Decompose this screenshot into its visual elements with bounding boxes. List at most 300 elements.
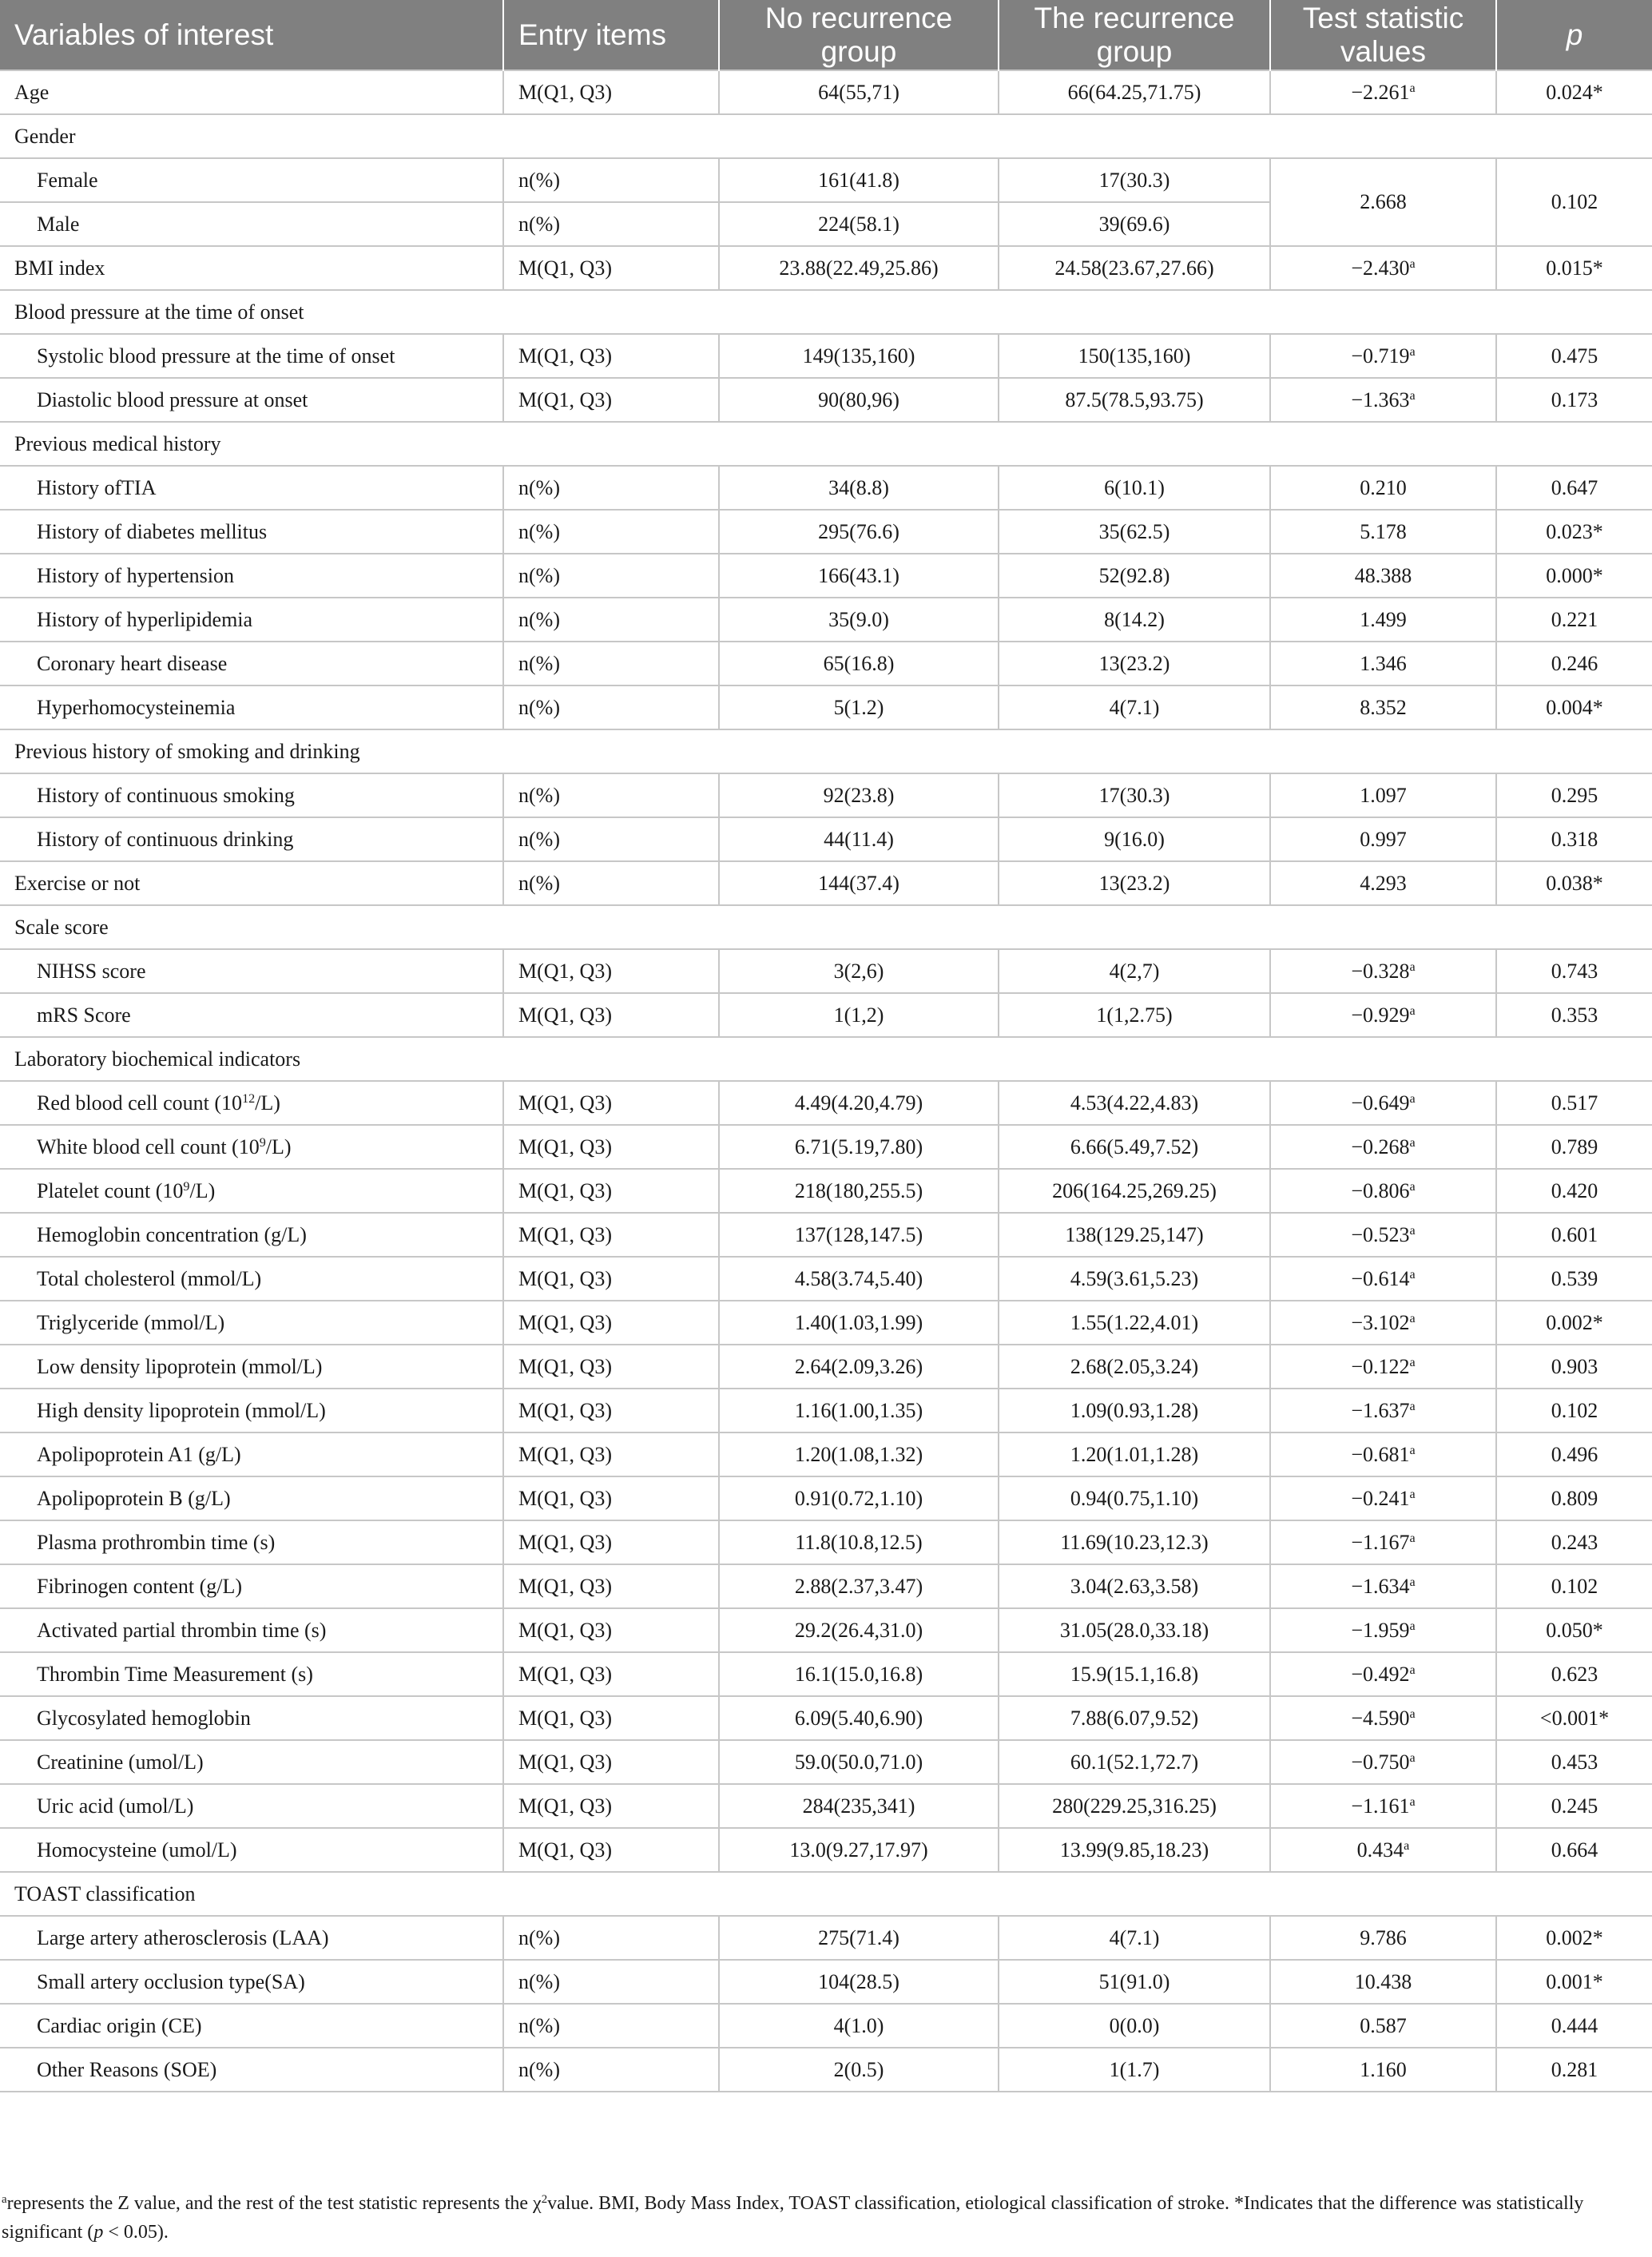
no-recurrence-cell: 59.0(50.0,71.0) bbox=[719, 1740, 999, 1784]
entry-cell: n(%) bbox=[503, 466, 719, 510]
statistic-cell bbox=[1270, 993, 1496, 1037]
table-row bbox=[0, 993, 1652, 1037]
statistic-marker: a bbox=[1409, 344, 1416, 359]
variable-cell bbox=[0, 1345, 503, 1389]
table-row bbox=[0, 510, 1652, 554]
statistic-value: −0.614 bbox=[1351, 1266, 1410, 1290]
table-row bbox=[0, 1916, 1652, 1960]
variable-label: Thrombin Time Measurement (s) bbox=[37, 1662, 313, 1686]
p-value-cell: 0.664 bbox=[1496, 1828, 1652, 1872]
statistic-marker: a bbox=[1409, 1750, 1416, 1765]
statistic-value: −1.167 bbox=[1351, 1530, 1410, 1554]
group-label: Blood pressure at the time of onset bbox=[0, 290, 1652, 334]
entry-cell: M(Q1, Q3) bbox=[503, 1432, 719, 1476]
statistic-marker: a bbox=[1409, 1531, 1416, 1545]
statistic-cell bbox=[1270, 1389, 1496, 1432]
p-value-cell: 0.318 bbox=[1496, 817, 1652, 861]
p-value-cell: 0.517 bbox=[1496, 1081, 1652, 1125]
recurrence-cell: 51(91.0) bbox=[999, 1960, 1270, 2004]
statistic-marker: a bbox=[1409, 1619, 1416, 1633]
variable-label: White blood cell count (10 bbox=[37, 1134, 260, 1158]
variable-cell bbox=[0, 1476, 503, 1520]
entry-cell: M(Q1, Q3) bbox=[503, 1608, 719, 1652]
no-recurrence-cell: 2.88(2.37,3.47) bbox=[719, 1564, 999, 1608]
table-footnote bbox=[0, 2189, 1652, 2247]
variable-exponent: 9 bbox=[259, 1135, 266, 1150]
recurrence-cell: 4(7.1) bbox=[999, 1916, 1270, 1960]
statistic-value: 1.499 bbox=[1360, 607, 1407, 631]
recurrence-cell: 13(23.2) bbox=[999, 642, 1270, 685]
table-row bbox=[0, 1213, 1652, 1257]
variable-cell bbox=[0, 685, 503, 729]
table-row bbox=[0, 334, 1652, 378]
statistic-value: −0.750 bbox=[1351, 1750, 1410, 1774]
entry-cell: n(%) bbox=[503, 1960, 719, 2004]
no-recurrence-cell: 6.71(5.19,7.80) bbox=[719, 1125, 999, 1169]
table-body bbox=[0, 70, 1652, 2092]
statistic-value: −1.161 bbox=[1351, 1794, 1410, 1818]
variable-cell bbox=[0, 1960, 503, 2004]
variable-label: History ofTIA bbox=[37, 475, 157, 499]
no-recurrence-cell: 23.88(22.49,25.86) bbox=[719, 246, 999, 290]
statistic-marker: a bbox=[1409, 81, 1416, 95]
variable-cell bbox=[0, 773, 503, 817]
variable-unit: /L) bbox=[255, 1091, 280, 1115]
p-value-cell: 0.024* bbox=[1496, 70, 1652, 114]
table-header bbox=[0, 0, 1652, 70]
no-recurrence-cell: 64(55,71) bbox=[719, 70, 999, 114]
recurrence-cell: 9(16.0) bbox=[999, 817, 1270, 861]
no-recurrence-cell: 35(9.0) bbox=[719, 598, 999, 642]
variable-label: Hemoglobin concentration (g/L) bbox=[37, 1222, 307, 1246]
entry-cell: M(Q1, Q3) bbox=[503, 1213, 719, 1257]
statistic-value: −1.363 bbox=[1351, 387, 1410, 411]
entry-cell: M(Q1, Q3) bbox=[503, 1301, 719, 1345]
statistic-value: −0.929 bbox=[1351, 1003, 1410, 1027]
statistic-marker: a bbox=[1409, 388, 1416, 403]
no-recurrence-cell: 5(1.2) bbox=[719, 685, 999, 729]
variable-label: Male bbox=[37, 212, 80, 236]
statistic-value: −0.681 bbox=[1351, 1442, 1410, 1466]
recurrence-cell: 60.1(52.1,72.7) bbox=[999, 1740, 1270, 1784]
no-recurrence-cell: 295(76.6) bbox=[719, 510, 999, 554]
entry-cell: M(Q1, Q3) bbox=[503, 1784, 719, 1828]
recurrence-cell: 87.5(78.5,93.75) bbox=[999, 378, 1270, 422]
variable-cell bbox=[0, 1828, 503, 1872]
no-recurrence-cell: 0.91(0.72,1.10) bbox=[719, 1476, 999, 1520]
table-row bbox=[0, 1432, 1652, 1476]
p-value-cell: 0.038* bbox=[1496, 861, 1652, 905]
entry-cell: n(%) bbox=[503, 1916, 719, 1960]
variable-label: Small artery occlusion type(SA) bbox=[37, 1969, 305, 1993]
p-value-cell: 0.245 bbox=[1496, 1784, 1652, 1828]
p-value-cell: 0.102 bbox=[1496, 1389, 1652, 1432]
statistic-cell bbox=[1270, 554, 1496, 598]
statistic-marker: a bbox=[1409, 256, 1416, 271]
recurrence-cell: 1.20(1.01,1.28) bbox=[999, 1432, 1270, 1476]
recurrence-cell: 0.94(0.75,1.10) bbox=[999, 1476, 1270, 1520]
statistic-value: −0.268 bbox=[1351, 1134, 1410, 1158]
statistic-value: −2.261 bbox=[1351, 80, 1410, 104]
variable-label: NIHSS score bbox=[37, 959, 146, 983]
statistic-value: −0.719 bbox=[1351, 344, 1410, 368]
statistic-value: −0.122 bbox=[1351, 1354, 1410, 1378]
recurrence-cell: 31.05(28.0,33.18) bbox=[999, 1608, 1270, 1652]
group-label: Previous medical history bbox=[0, 422, 1652, 466]
variable-cell bbox=[0, 246, 503, 290]
p-value-cell: 0.444 bbox=[1496, 2004, 1652, 2048]
statistic-value: 5.178 bbox=[1360, 519, 1407, 543]
no-recurrence-cell: 137(128,147.5) bbox=[719, 1213, 999, 1257]
recurrence-cell: 280(229.25,316.25) bbox=[999, 1784, 1270, 1828]
p-value-cell: 0.453 bbox=[1496, 1740, 1652, 1784]
p-value-cell: 0.623 bbox=[1496, 1652, 1652, 1696]
no-recurrence-cell: 218(180,255.5) bbox=[719, 1169, 999, 1213]
variable-cell bbox=[0, 2004, 503, 2048]
p-value-cell: 0.004* bbox=[1496, 685, 1652, 729]
p-value-cell: 0.015* bbox=[1496, 246, 1652, 290]
recurrence-cell: 24.58(23.67,27.66) bbox=[999, 246, 1270, 290]
table-row bbox=[0, 861, 1652, 905]
variable-cell bbox=[0, 1125, 503, 1169]
group-label: TOAST classification bbox=[0, 1872, 1652, 1916]
entry-cell: M(Q1, Q3) bbox=[503, 1696, 719, 1740]
entry-cell: M(Q1, Q3) bbox=[503, 1520, 719, 1564]
header-statistic: Test statistic values bbox=[1270, 0, 1496, 70]
entry-cell: M(Q1, Q3) bbox=[503, 1476, 719, 1520]
recurrence-cell: 4(2,7) bbox=[999, 949, 1270, 993]
group-label: Scale score bbox=[0, 905, 1652, 949]
variable-label: Homocysteine (umol/L) bbox=[37, 1838, 237, 1862]
table-group-row bbox=[0, 422, 1652, 466]
variable-unit: /L) bbox=[189, 1178, 216, 1202]
header-p: p bbox=[1496, 0, 1652, 70]
footnote-p-symbol: p bbox=[93, 2222, 104, 2243]
variable-label: Uric acid (umol/L) bbox=[37, 1794, 194, 1818]
table-row bbox=[0, 1784, 1652, 1828]
no-recurrence-cell: 284(235,341) bbox=[719, 1784, 999, 1828]
statistic-value: 1.097 bbox=[1360, 783, 1407, 807]
variable-cell bbox=[0, 334, 503, 378]
table-row bbox=[0, 1960, 1652, 2004]
variable-label: Diastolic blood pressure at onset bbox=[37, 387, 308, 411]
entry-cell: M(Q1, Q3) bbox=[503, 1169, 719, 1213]
table-row bbox=[0, 817, 1652, 861]
statistic-value: 1.160 bbox=[1360, 2057, 1407, 2081]
statistic-cell bbox=[1270, 466, 1496, 510]
variable-cell bbox=[0, 510, 503, 554]
no-recurrence-cell: 1.16(1.00,1.35) bbox=[719, 1389, 999, 1432]
recurrence-cell: 13.99(9.85,18.23) bbox=[999, 1828, 1270, 1872]
header-no-recurrence: No recurrence group bbox=[719, 0, 999, 70]
variable-label: Other Reasons (SOE) bbox=[37, 2057, 217, 2081]
entry-cell: n(%) bbox=[503, 202, 719, 246]
recurrence-cell: 52(92.8) bbox=[999, 554, 1270, 598]
statistic-cell bbox=[1270, 685, 1496, 729]
no-recurrence-cell: 4.49(4.20,4.79) bbox=[719, 1081, 999, 1125]
recurrence-cell: 0(0.0) bbox=[999, 2004, 1270, 2048]
entry-cell: n(%) bbox=[503, 861, 719, 905]
no-recurrence-cell: 1(1,2) bbox=[719, 993, 999, 1037]
no-recurrence-cell: 34(8.8) bbox=[719, 466, 999, 510]
statistic-cell bbox=[1270, 1476, 1496, 1520]
group-label: Laboratory biochemical indicators bbox=[0, 1037, 1652, 1081]
recurrence-cell: 13(23.2) bbox=[999, 861, 1270, 905]
statistic-cell bbox=[1270, 1608, 1496, 1652]
p-value-cell: 0.601 bbox=[1496, 1213, 1652, 1257]
variable-cell bbox=[0, 1608, 503, 1652]
statistic-cell bbox=[1270, 773, 1496, 817]
statistic-value: −3.102 bbox=[1351, 1310, 1410, 1334]
group-label: Previous history of smoking and drinking bbox=[0, 729, 1652, 773]
table-row bbox=[0, 1345, 1652, 1389]
statistic-cell bbox=[1270, 1784, 1496, 1828]
statistic-value: −0.492 bbox=[1351, 1662, 1410, 1686]
no-recurrence-cell: 16.1(15.0,16.8) bbox=[719, 1652, 999, 1696]
variable-cell bbox=[0, 1389, 503, 1432]
recurrence-cell: 39(69.6) bbox=[999, 202, 1270, 246]
recurrence-cell: 15.9(15.1,16.8) bbox=[999, 1652, 1270, 1696]
variable-label: Glycosylated hemoglobin bbox=[37, 1706, 251, 1730]
variable-label: History of continuous drinking bbox=[37, 827, 294, 851]
table-group-row bbox=[0, 729, 1652, 773]
p-value-cell: 0.281 bbox=[1496, 2048, 1652, 2092]
p-value-cell: 0.647 bbox=[1496, 466, 1652, 510]
no-recurrence-cell: 149(135,160) bbox=[719, 334, 999, 378]
header-entry: Entry items bbox=[503, 0, 719, 70]
variable-label: Low density lipoprotein (mmol/L) bbox=[37, 1354, 323, 1378]
no-recurrence-cell: 4.58(3.74,5.40) bbox=[719, 1257, 999, 1301]
no-recurrence-cell: 144(37.4) bbox=[719, 861, 999, 905]
statistic-marker: a bbox=[1404, 1838, 1410, 1853]
table-group-row bbox=[0, 290, 1652, 334]
variable-label: Apolipoprotein A1 (g/L) bbox=[37, 1442, 241, 1466]
entry-cell: M(Q1, Q3) bbox=[503, 1652, 719, 1696]
variable-label: Systolic blood pressure at the time of onset bbox=[37, 344, 395, 368]
variable-cell bbox=[0, 993, 503, 1037]
statistic-marker: a bbox=[1409, 1223, 1416, 1238]
variable-cell bbox=[0, 1652, 503, 1696]
variable-cell bbox=[0, 949, 503, 993]
statistic-marker: a bbox=[1409, 1311, 1416, 1325]
statistic-marker: a bbox=[1409, 1399, 1416, 1413]
recurrence-cell: 206(164.25,269.25) bbox=[999, 1169, 1270, 1213]
table-row bbox=[0, 378, 1652, 422]
table-row bbox=[0, 598, 1652, 642]
statistic-cell bbox=[1270, 1345, 1496, 1389]
table-row bbox=[0, 949, 1652, 993]
p-value-cell: 0.221 bbox=[1496, 598, 1652, 642]
no-recurrence-cell: 11.8(10.8,12.5) bbox=[719, 1520, 999, 1564]
recurrence-cell: 3.04(2.63,3.58) bbox=[999, 1564, 1270, 1608]
no-recurrence-cell: 65(16.8) bbox=[719, 642, 999, 685]
no-recurrence-cell: 166(43.1) bbox=[719, 554, 999, 598]
variable-cell bbox=[0, 1520, 503, 1564]
no-recurrence-cell: 1.20(1.08,1.32) bbox=[719, 1432, 999, 1476]
statistic-cell bbox=[1270, 378, 1496, 422]
variable-cell bbox=[0, 861, 503, 905]
p-value-cell: 0.246 bbox=[1496, 642, 1652, 685]
entry-cell: M(Q1, Q3) bbox=[503, 70, 719, 114]
table-row bbox=[0, 1652, 1652, 1696]
table-row bbox=[0, 554, 1652, 598]
recurrence-cell: 35(62.5) bbox=[999, 510, 1270, 554]
p-value-cell: 0.903 bbox=[1496, 1345, 1652, 1389]
statistic-marker: a bbox=[1409, 1355, 1416, 1369]
statistic-cell bbox=[1270, 1213, 1496, 1257]
p-value-cell: 0.102 bbox=[1496, 1564, 1652, 1608]
group-label: Gender bbox=[0, 114, 1652, 158]
statistic-value: −1.637 bbox=[1351, 1398, 1410, 1422]
no-recurrence-cell: 161(41.8) bbox=[719, 158, 999, 202]
statistic-value: 0.997 bbox=[1360, 827, 1407, 851]
recurrence-cell: 6(10.1) bbox=[999, 466, 1270, 510]
statistic-marker: a bbox=[1409, 960, 1416, 974]
variable-label: Platelet count (10 bbox=[37, 1178, 184, 1202]
table-row bbox=[0, 1389, 1652, 1432]
variable-cell bbox=[0, 1213, 503, 1257]
statistic-cell bbox=[1270, 1081, 1496, 1125]
variable-cell bbox=[0, 1696, 503, 1740]
variable-cell bbox=[0, 1169, 503, 1213]
statistic-value: −0.523 bbox=[1351, 1222, 1410, 1246]
table-row bbox=[0, 1301, 1652, 1345]
entry-cell: M(Q1, Q3) bbox=[503, 949, 719, 993]
table-group-row bbox=[0, 1037, 1652, 1081]
variable-cell bbox=[0, 1916, 503, 1960]
recurrence-cell: 8(14.2) bbox=[999, 598, 1270, 642]
statistic-cell bbox=[1270, 510, 1496, 554]
entry-cell: M(Q1, Q3) bbox=[503, 246, 719, 290]
statistic-cell bbox=[1270, 1520, 1496, 1564]
variable-cell bbox=[0, 378, 503, 422]
statistic-value: −0.328 bbox=[1351, 959, 1410, 983]
p-value-cell: 0.809 bbox=[1496, 1476, 1652, 1520]
footnote-sup-2: 2 bbox=[541, 2192, 548, 2206]
p-value-cell: 0.002* bbox=[1496, 1916, 1652, 1960]
entry-cell: M(Q1, Q3) bbox=[503, 1828, 719, 1872]
statistic-marker: a bbox=[1409, 1091, 1416, 1106]
footnote-sup-a: a bbox=[2, 2192, 7, 2206]
variable-label: Fibrinogen content (g/L) bbox=[37, 1574, 243, 1598]
statistic-cell bbox=[1270, 1652, 1496, 1696]
statistic-cell bbox=[1270, 1125, 1496, 1169]
table-row bbox=[0, 1564, 1652, 1608]
variable-label: Exercise or not bbox=[14, 871, 141, 895]
variable-cell bbox=[0, 158, 503, 202]
statistic-cell bbox=[1270, 1740, 1496, 1784]
variable-label: High density lipoprotein (mmol/L) bbox=[37, 1398, 326, 1422]
p-value-cell: 0.475 bbox=[1496, 334, 1652, 378]
table-row bbox=[0, 1828, 1652, 1872]
table-row bbox=[0, 773, 1652, 817]
variable-label: History of continuous smoking bbox=[37, 783, 295, 807]
recurrence-cell: 1(1,2.75) bbox=[999, 993, 1270, 1037]
table-row bbox=[0, 158, 1652, 202]
statistic-cell bbox=[1270, 598, 1496, 642]
statistic-cell bbox=[1270, 861, 1496, 905]
statistic-cell bbox=[1270, 1696, 1496, 1740]
variable-exponent: 9 bbox=[183, 1179, 190, 1194]
entry-cell: M(Q1, Q3) bbox=[503, 1125, 719, 1169]
entry-cell: M(Q1, Q3) bbox=[503, 1740, 719, 1784]
recurrence-cell: 1(1.7) bbox=[999, 2048, 1270, 2092]
statistic-value: 0.210 bbox=[1360, 475, 1407, 499]
recurrence-cell: 66(64.25,71.75) bbox=[999, 70, 1270, 114]
table-group-row bbox=[0, 1872, 1652, 1916]
p-value-cell: 0.023* bbox=[1496, 510, 1652, 554]
statistic-cell bbox=[1270, 2048, 1496, 2092]
statistic-value: −0.806 bbox=[1351, 1178, 1410, 1202]
p-value-cell: 0.789 bbox=[1496, 1125, 1652, 1169]
variable-label: Triglyceride (mmol/L) bbox=[37, 1310, 225, 1334]
table-row bbox=[0, 2048, 1652, 2092]
entry-cell: M(Q1, Q3) bbox=[503, 1257, 719, 1301]
entry-cell: M(Q1, Q3) bbox=[503, 1389, 719, 1432]
statistic-cell bbox=[1270, 1828, 1496, 1872]
table-row bbox=[0, 466, 1652, 510]
variable-label: Activated partial thrombin time (s) bbox=[37, 1618, 327, 1642]
statistic-cell bbox=[1270, 246, 1496, 290]
no-recurrence-cell: 3(2,6) bbox=[719, 949, 999, 993]
p-value-cell: 0.496 bbox=[1496, 1432, 1652, 1476]
variable-exponent: 12 bbox=[242, 1091, 256, 1106]
statistic-marker: a bbox=[1409, 1267, 1416, 1281]
variable-cell bbox=[0, 642, 503, 685]
statistic-value: −4.590 bbox=[1351, 1706, 1410, 1730]
recurrence-cell: 2.68(2.05,3.24) bbox=[999, 1345, 1270, 1389]
no-recurrence-cell: 4(1.0) bbox=[719, 2004, 999, 2048]
variable-cell bbox=[0, 2048, 503, 2092]
entry-cell: M(Q1, Q3) bbox=[503, 334, 719, 378]
no-recurrence-cell: 29.2(26.4,31.0) bbox=[719, 1608, 999, 1652]
footnote-text-3: < 0.05). bbox=[103, 2222, 169, 2243]
statistic-value: 1.346 bbox=[1360, 651, 1407, 675]
statistic-value: 48.388 bbox=[1354, 563, 1412, 587]
statistic-value: −1.959 bbox=[1351, 1618, 1410, 1642]
variable-cell bbox=[0, 817, 503, 861]
variable-label: Coronary heart disease bbox=[37, 651, 228, 675]
statistic-value: 4.293 bbox=[1360, 871, 1407, 895]
recurrence-cell: 4.53(4.22,4.83) bbox=[999, 1081, 1270, 1125]
statistic-value: 0.434 bbox=[1356, 1838, 1404, 1862]
p-value-cell: 0.050* bbox=[1496, 1608, 1652, 1652]
variable-label: Creatinine (umol/L) bbox=[37, 1750, 204, 1774]
p-value-cell: 0.102 bbox=[1496, 158, 1652, 246]
statistic-cell bbox=[1270, 949, 1496, 993]
statistic-marker: a bbox=[1409, 1135, 1416, 1150]
table-row bbox=[0, 70, 1652, 114]
recurrence-cell: 11.69(10.23,12.3) bbox=[999, 1520, 1270, 1564]
table-row bbox=[0, 2004, 1652, 2048]
recurrence-cell: 6.66(5.49,7.52) bbox=[999, 1125, 1270, 1169]
table-group-row bbox=[0, 114, 1652, 158]
entry-cell: n(%) bbox=[503, 598, 719, 642]
variable-cell bbox=[0, 202, 503, 246]
p-value-cell: 0.295 bbox=[1496, 773, 1652, 817]
variable-cell bbox=[0, 1432, 503, 1476]
table-row bbox=[0, 1125, 1652, 1169]
p-value-cell: 0.173 bbox=[1496, 378, 1652, 422]
statistic-marker: a bbox=[1409, 1707, 1416, 1721]
entry-cell: n(%) bbox=[503, 685, 719, 729]
recurrence-cell: 7.88(6.07,9.52) bbox=[999, 1696, 1270, 1740]
table-row bbox=[0, 1608, 1652, 1652]
statistic-marker: a bbox=[1409, 1179, 1416, 1194]
entry-cell: M(Q1, Q3) bbox=[503, 1564, 719, 1608]
table-row bbox=[0, 1169, 1652, 1213]
table-row bbox=[0, 1520, 1652, 1564]
